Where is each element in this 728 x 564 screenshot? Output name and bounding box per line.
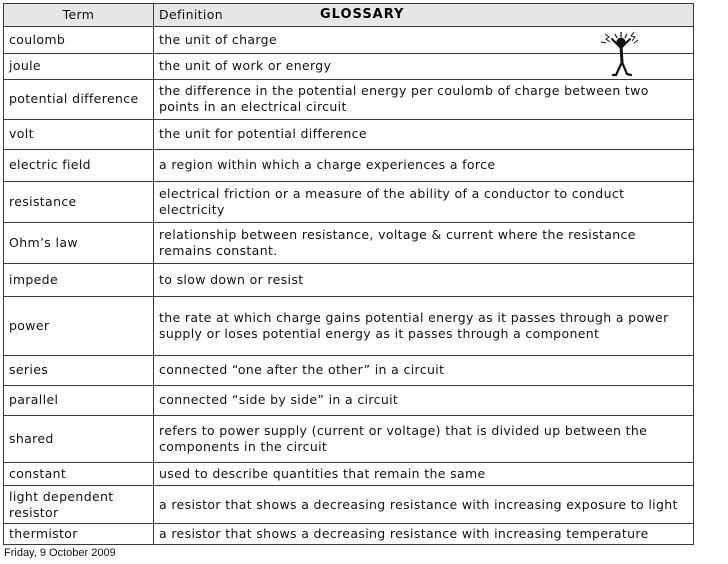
term-cell: constant <box>4 463 154 486</box>
term-cell: resistance <box>4 181 154 222</box>
definition-cell: the rate at which charge gains potential energy as it passes through a power supply or loses potential energy as it passes through a component <box>154 297 694 356</box>
definition-cell: the unit of work or energy <box>154 53 694 80</box>
table-row <box>4 297 694 356</box>
definition-cell: connected “one after the other” in a circuit <box>154 355 694 385</box>
term-cell: light dependent resistor <box>4 486 154 524</box>
definition-cell: used to describe quantities that remain the same <box>154 463 694 486</box>
table-row <box>4 181 694 222</box>
table-row <box>4 463 694 486</box>
table-row <box>4 149 694 181</box>
definition-cell: refers to power supply (current or voltage) that is divided up between the components in the circuit <box>154 415 694 462</box>
definition-cell: connected “side by side” in a circuit <box>154 385 694 415</box>
table-row <box>4 524 694 545</box>
table-row <box>4 264 694 297</box>
table-row <box>4 486 694 524</box>
term-cell: electric field <box>4 149 154 181</box>
definition-column-header: Definition <box>154 4 694 27</box>
term-column-header: Term <box>4 4 154 27</box>
term-cell: volt <box>4 119 154 149</box>
term-cell: coulomb <box>4 26 154 53</box>
table-row <box>4 119 694 149</box>
definition-cell: a resistor that shows a decreasing resistance with increasing temperature <box>154 524 694 545</box>
table-row <box>4 415 694 462</box>
table-row <box>4 53 694 80</box>
definition-cell: a region within which a charge experiences a force <box>154 149 694 181</box>
definition-cell: relationship between resistance, voltage & current where the resistance remains constant. <box>154 222 694 263</box>
term-cell: series <box>4 355 154 385</box>
term-cell: power <box>4 297 154 356</box>
term-cell: Ohm’s law <box>4 222 154 263</box>
definition-cell: the difference in the potential energy per coulomb of charge between two points in an electrical circuit <box>154 80 694 119</box>
term-cell: thermistor <box>4 524 154 545</box>
term-cell: impede <box>4 264 154 297</box>
definition-cell: the unit for potential difference <box>154 119 694 149</box>
term-cell: shared <box>4 415 154 462</box>
table-row <box>4 355 694 385</box>
definition-cell: the unit of charge <box>154 26 694 53</box>
table-row <box>4 385 694 415</box>
definition-cell: a resistor that shows a decreasing resistance with increasing exposure to light <box>154 486 694 524</box>
glossary-table <box>3 3 694 545</box>
definition-cell: to slow down or resist <box>154 264 694 297</box>
table-row <box>4 26 694 53</box>
definition-cell: electrical friction or a measure of the ability of a conductor to conduct electricity <box>154 181 694 222</box>
page-title: GLOSSARY <box>320 7 405 22</box>
term-cell: parallel <box>4 385 154 415</box>
table-row <box>4 80 694 119</box>
term-cell: joule <box>4 53 154 80</box>
electrocuted-stick-figure-icon <box>597 28 647 80</box>
footer-date: Friday, 9 October 2009 <box>4 547 116 559</box>
table-row <box>4 222 694 263</box>
term-cell: potential difference <box>4 80 154 119</box>
